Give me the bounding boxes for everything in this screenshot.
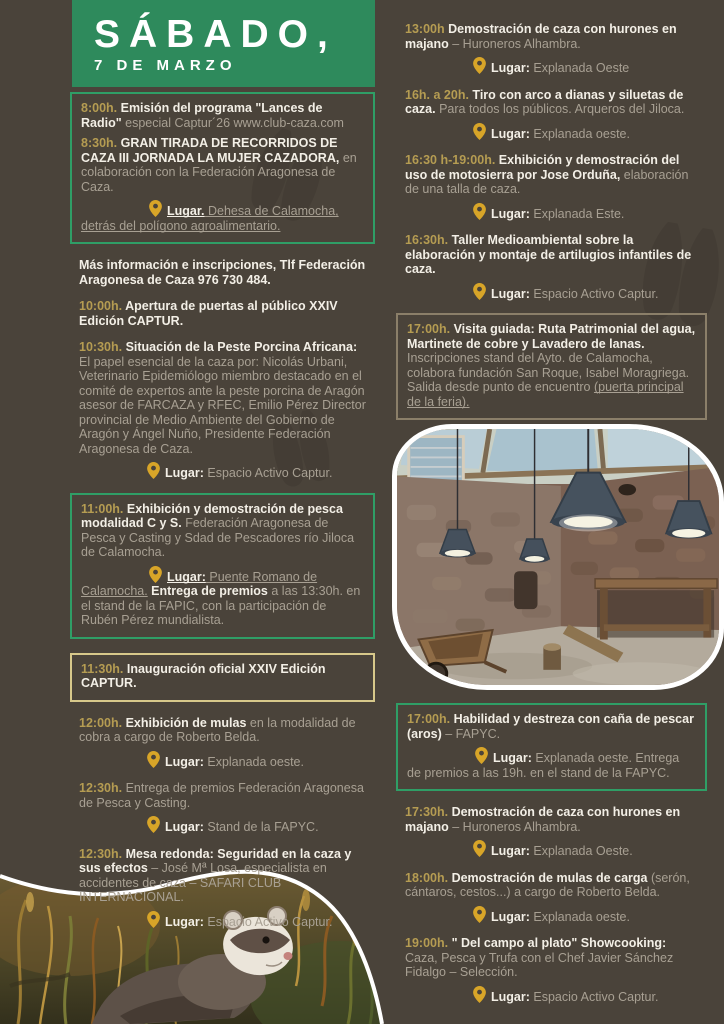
banner-day-title: SÁBADO, [94,13,337,56]
item-time: 18:00h. [405,870,452,885]
location-line [405,203,698,222]
schedule-item [70,847,375,930]
schedule-item [396,233,707,301]
item-text-segment: (serón, cántaros, cestos...) a cargo de Roberto Belda. [405,870,690,899]
item-line [407,322,696,409]
schedule-item [396,88,707,142]
item-line [79,258,366,287]
item-text-segment: a las 13:30h. en el stand de la FAPIC, con la participación de Rubén Pérez mundialista. [81,584,361,627]
schedule-item [70,299,375,328]
schedule-item-boxed [70,92,375,244]
item-time: 19:00h. [405,936,452,950]
item-time: 10:00h. [79,299,126,313]
schedule-item-boxed [396,313,707,420]
item-line [407,712,696,741]
item-line [405,936,698,980]
item-text-segment: Explanada oeste. [529,909,630,924]
item-line [81,101,364,130]
item-text-segment: Exhibición y demostración de pesca modalidad C y S. [81,501,343,530]
item-time: 17:30h. [405,805,452,819]
item-text-segment: (puerta principal de la feria). [407,380,684,409]
item-text-segment: Inauguración oficial XXIV Edición CAPTUR. [81,661,326,690]
item-time: 12:00h. [79,715,126,730]
location-pin-icon [113,911,160,928]
schedule-item [396,22,707,76]
item-line [79,340,366,456]
item-text-segment: Entrega de premios Federación Aragonesa de Pesca y Casting. [79,781,364,810]
item-text-segment: Entrega de premios [147,584,268,598]
item-text-segment: Lugar: [165,820,204,834]
location-pin-icon [439,986,486,1003]
item-text-segment: Emisión del programa "Lances de Radio" [81,101,323,130]
item-text-segment: " Del campo al plato" Showcooking: [451,936,667,950]
item-text-segment: Más información e inscripciones, Tlf Federación Aragonesa de Caza 976 730 484. [79,258,366,287]
item-text-segment: Tiro con arco a dianas y siluetas de caza. [405,87,684,116]
item-text-segment: Explanada oeste. [529,126,630,141]
location-line [79,751,366,770]
item-text-segment: Dehesa de Calamocha, detrás del polígono agroalimentario. [81,204,339,233]
schedule-item [70,258,375,287]
workshop-interior-photo [392,424,724,690]
item-text-segment: Espacio Activo Captur. [529,989,659,1004]
item-text-segment: Explanada Oeste. [529,844,633,858]
item-text-segment: – FAPYC. [441,726,501,741]
item-time: 16:30h. [405,233,452,247]
item-line [79,847,366,905]
item-text-segment: Visita guiada: Ruta Patrimonial del agua, Martinete de cobre y Lavadero de lanas. [407,322,696,351]
item-line [405,153,698,197]
schedule-item-boxed [396,703,707,791]
item-line [405,233,698,277]
item-text-segment: Lugar: [165,466,204,480]
schedule-item [396,805,707,859]
location-line [81,566,364,628]
item-text-segment: Puente Romano de Calamocha. [81,569,318,598]
location-line [405,840,698,859]
location-pin-icon [439,57,486,74]
item-text-segment: elaboración de una talla de caza. [405,167,689,196]
item-text-segment: Mesa redonda: Seguridad en la caza y sus efectos [79,846,352,875]
location-line [405,906,698,925]
item-text-segment: Demostración de caza con hurones en majano [405,22,677,51]
location-line [79,816,366,835]
item-text-segment: Lugar: [491,844,530,858]
item-line [79,781,366,810]
location-pin-icon [113,816,160,833]
item-text-segment: en la modalidad de cobra a cargo de Roberto Belda. [79,715,356,744]
location-pin-icon [113,751,160,768]
schedule-item-boxed [70,653,375,702]
item-line [81,502,364,560]
item-text-segment: Lugar: [491,206,530,221]
item-text-segment: – José Mª Losa, especialista en accidentes de caza – SAFARI CLUB INTERNACIONAL. [79,861,327,904]
schedule-item [396,871,707,925]
item-text-segment: Espacio Activo Captur. [203,914,333,929]
item-text-segment: Espacio Activo Captur. [529,286,659,301]
item-time: 8:30h. [81,136,121,150]
item-time: 16:30 h-19:00h. [405,153,499,167]
item-text-segment: Caza, Pesca y Trufa con el Chef Javier Sánchez Fidalgo – Selección. [405,950,674,979]
event-day-banner [72,0,375,87]
location-pin-icon [439,840,486,857]
item-time: 11:00h. [81,501,127,516]
item-time: 13:00h [405,22,449,36]
item-text-segment: Explanada oeste. [203,754,304,769]
item-text-segment: Lugar: [165,914,204,929]
item-text-segment: Lugar: [491,61,530,75]
location-line [405,283,698,302]
schedule-item-boxed [70,493,375,639]
item-time: 12:30h. [79,846,126,861]
location-pin-icon [439,203,486,220]
item-text-segment: Habilidad y destreza con caña de pescar (aros) [407,712,694,741]
banner-date: 7 DE MARZO [94,57,237,74]
item-text-segment: Situación de la Peste Porcina Africana: [125,340,358,354]
schedule-column-right-bottom [396,703,707,1016]
item-text-segment: Stand de la FAPYC. [203,820,319,834]
item-text-segment: Lugar: [165,754,204,769]
item-text-segment: Espacio Activo Captur. [203,466,333,480]
item-text-segment: Lugar: [493,751,532,765]
schedule-item [70,340,375,481]
location-line [405,986,698,1005]
item-time: 10:30h. [79,340,126,354]
item-text-segment: Explanada oeste. Entrega de premios a las 19h. en el stand de la FAPYC. [407,751,680,780]
item-text-segment: Inscripciones stand del Ayto. de Calamocha, colabora fundación San Roque, Isabel Moragriega. Salida desde punto de encuentro [407,351,690,394]
item-time: 16h. a 20h. [405,87,473,102]
item-text-segment: Lugar: [491,286,530,301]
location-line [81,200,364,233]
item-time: 8:00h. [81,101,121,115]
item-text-segment: Lugar: [167,569,206,584]
item-text-segment: Apertura de puertas al público XXIV Edición CAPTUR. [79,299,338,328]
item-text-segment: Lugar. [167,204,205,218]
item-line [405,88,698,117]
item-time: 17:00h. [407,322,454,336]
item-text-segment: Lugar: [491,126,530,141]
item-text-segment: Exhibición de mulas [125,715,247,730]
item-text-segment: Para todos los públicos. Arqueros del Jiloca. [435,102,685,116]
item-text-segment: Taller Medioambiental sobre la elaboración y montaje de artilugios infantiles de caza. [405,233,692,276]
schedule-column-right-top [396,22,707,434]
item-line [405,22,698,51]
item-line [79,299,366,328]
location-pin-icon [439,906,486,923]
item-time: 11:30h. [81,661,127,676]
item-line [405,805,698,834]
item-text-segment: especial Captur´26 www.club-caza.com [121,115,344,130]
item-text-segment: El papel esencial de la caza por: Nicolás Urbani, Veterinario Epidemiólogo miembro destacado en el comité de expertos ante la peste porcina de Aragón asesor de FARCAZA y RFEC, Emilio Pérez Director provincial de Medio Ambiente del Gobierno de Aragón y Ángel Nuño, Presidente Federación Aragonesa de Caza. [79,354,366,456]
item-text-segment: Exhibición y demostración del uso de motosierra por Jose Orduña, [405,153,680,182]
item-text-segment: Explanada Este. [529,206,625,221]
item-text-segment: Lugar: [491,989,530,1004]
schedule-item [396,153,707,221]
location-line [79,911,366,930]
schedule-item [396,936,707,1004]
item-text-segment: Demostración de caza con hurones en majano [405,805,681,834]
location-pin-icon [439,123,486,140]
location-pin-icon [439,283,486,300]
item-text-segment: Federación Aragonesa de Pesca y Casting y Sdad de Pescadores río Jiloca de Calamocha. [81,516,355,559]
location-pin-icon [441,747,488,764]
schedule-item [70,781,375,835]
location-pin-icon [113,462,160,479]
schedule-item [70,716,375,770]
item-line [79,716,366,745]
item-line [81,662,364,691]
location-line [405,57,698,76]
location-pin-icon [115,200,162,217]
item-text-segment: en colaboración con la Federación Aragonesa de Caza. [81,150,357,194]
item-text-segment: Demostración de mulas de carga [451,870,648,885]
item-text-segment: – Huroneros Alhambra. [448,819,581,834]
item-text-segment: Lugar: [491,909,530,924]
item-time: 17:00h. [407,712,454,726]
item-text-segment: – Huroneros Alhambra. [448,36,581,51]
location-line [407,747,696,780]
item-line [405,871,698,900]
item-time: 12:30h. [79,781,126,795]
item-text-segment: GRAN TIRADA DE RECORRIDOS DE CAZA III JORNADA LA MUJER CAZADORA, [81,136,340,165]
location-line [405,123,698,142]
location-line [79,462,366,481]
item-line [81,136,364,194]
location-pin-icon [115,566,162,583]
schedule-column-left [70,92,375,941]
item-text-segment: Explanada Oeste [529,61,630,75]
